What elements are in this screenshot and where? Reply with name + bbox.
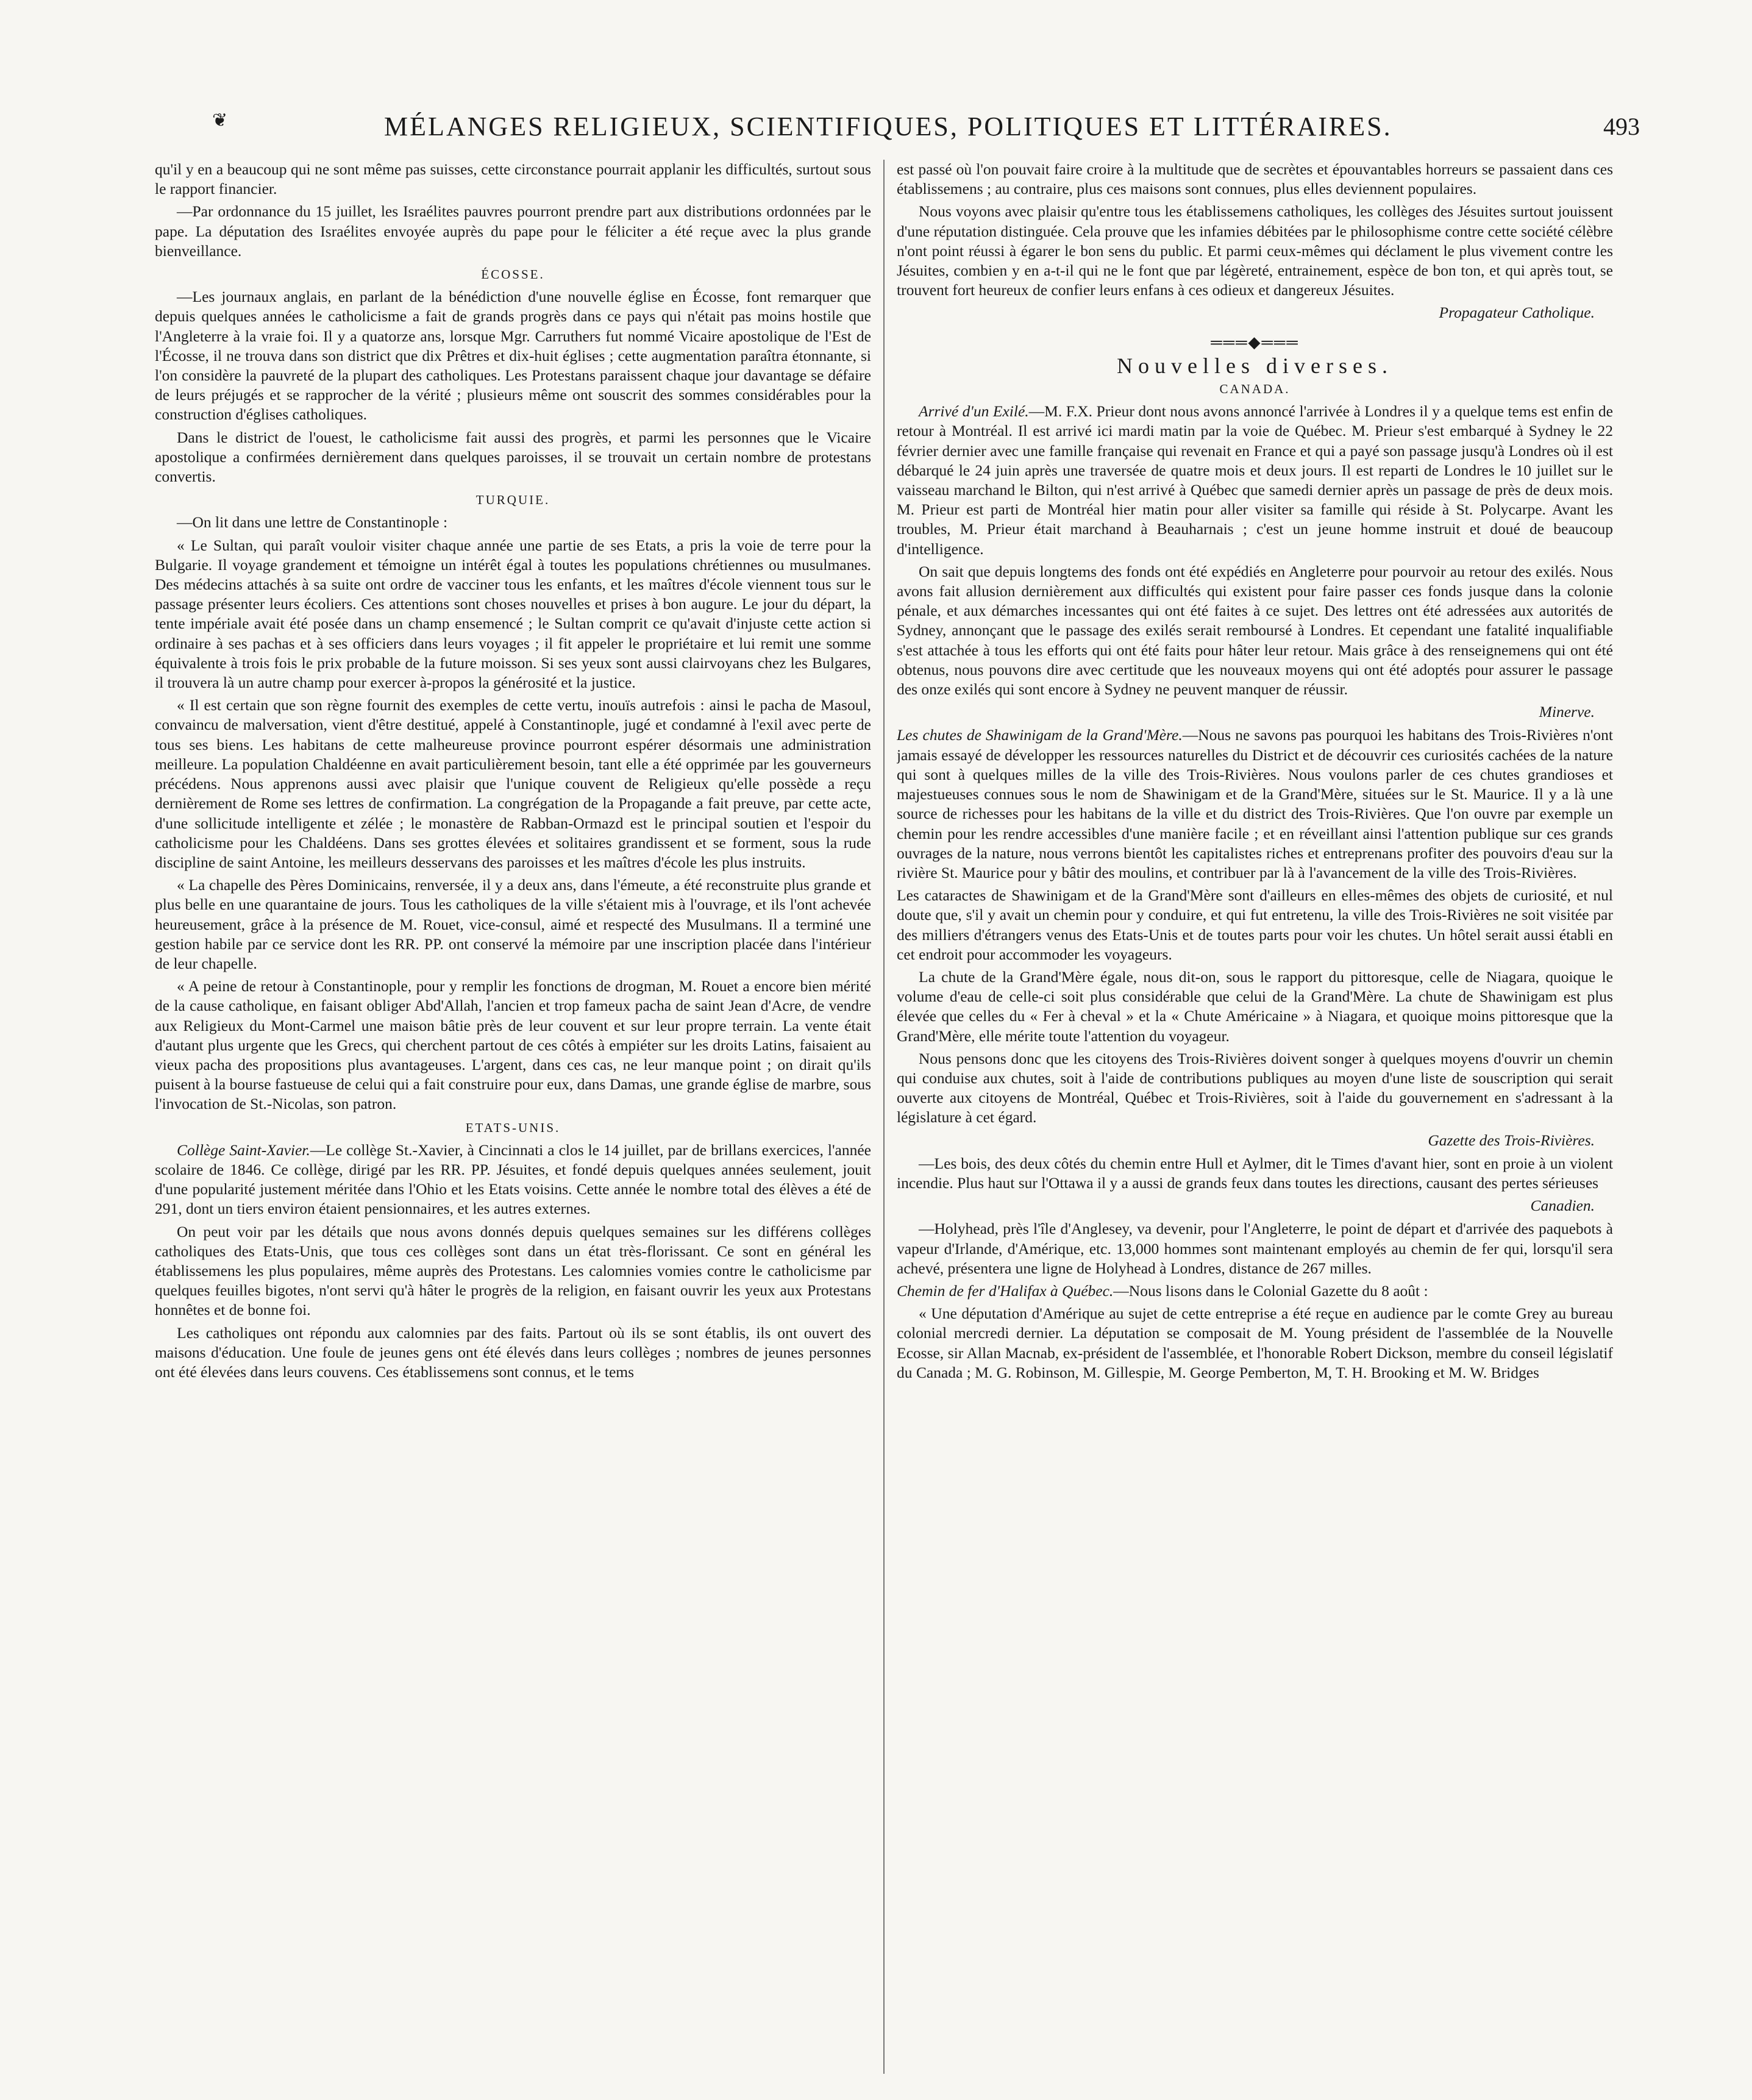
paragraph bbox=[897, 402, 1613, 559]
paragraph: On sait que depuis longtems des fonds ont été expédiés en Angleterre pour pourvoir au retour des exilés. Nous avons fait allusion dernièrement aux difficultés qui existent pour faire passer ces fonds jusque dans la colonie pénale, et aux démarches incessantes qui ont été faites à ce sujet. Des lettres ont été adressées aux autorités de Sydney, annonçant que le passage des exilés serait remboursé à Londres. Et cependant une fatalité inqualifiable s'est attachée à tous les efforts qui ont été faits pour hâter leur retour. Mais grâce à des renseignemens qui ont été obtenus, nous pouvons dire avec certitude que les nouveaux moyens qui ont été adoptés pour assurer le passage des onze exilés qui sont encore à Sydney ne peuvent manquer de réussir. bbox=[897, 562, 1613, 699]
source-signature: Minerve. bbox=[1539, 703, 1595, 721]
paragraph: « Il est certain que son règne fournit des exemples de cette vertu, inouïs autrefois : ainsi le pacha de Masoul, convaincu de malversation, vient d'être destitué, appelé à Constantinople, jugé et condamné à l'exil avec perte de tous ses biens. Les habitans de cette malheureuse province pourront espérer désormais une administration meilleure. La population Chaldéenne en avait particulièrement besoin, tant elle a été opprimée par les gouverneurs précédens. Nous apprenons aussi avec plaisir que l'unique couvent de Religieux qu'elle possède a reçu dernièrement de Rome ses lettres de confirmation. La congrégation de la Propagande a fait preuve, par cette acte, d'une sollicitude intelligente et zélée ; le monastère de Rabban-Ormazd est le principal soutien et l'espoir du catholicisme pour les Chaldéens. Dans ses grottes élevées et solitaires grandissent et se forment, sous la rude discipline de saint Antoine, les meilleurs desservans des paroisses et les maîtres d'école les plus instruits. bbox=[155, 696, 871, 871]
paragraph: qu'il y en a beaucoup qui ne sont même pas suisses, cette circonstance pourrait applanir les difficultés, surtout sous le rapport financier. bbox=[155, 160, 871, 198]
article-text: —Le collège St.-Xavier, à Cincinnati a clos le 14 juillet, par de brillans exercices, l'année scolaire de 1846. Ce collège, dirigé par les RR. PP. Jésuites, et fondé depuis quelques années seulement, jouit d'une popularité justement méritée dans l'Ohio et les Etats voisins. Cette année le nombre total des élèves a été de 291, dont un tiers environ étaient pensionnaires, et les autres externes. bbox=[155, 1141, 871, 1218]
article-lead: Collège Saint-Xavier. bbox=[177, 1141, 310, 1159]
article-text: —M. F.X. Prieur dont nous avons annoncé l'arrivée à Londres il y a quelque tems est enfin de retour à Montréal. Il est arrivé ici mardi matin par la voie de Québec. M. Prieur s'est embarqué à Sydney le 22 février dernier avec une famille française qui revenait en France et qui a payé son passage jusqu'à Londres où il est débarqué le 24 juin après une traversée de quatre mois et deux jours. Il est reparti de Londres le 10 juillet sur le vaisseau marchand le Bilton, qui n'est arrivé à Québec que samedi dernier après un passage de près de deux mois. M. Prieur est parti de Montréal hier matin pour aller visiter sa famille qui réside à St. Polycarpe. Avant les troubles, M. Prieur était marchand à Beauharnais ; c'est un jeune homme instruit et doué de beaucoup d'intelligence. bbox=[897, 402, 1613, 558]
section-heading-etats-unis: ETATS-UNIS. bbox=[465, 1120, 561, 1135]
paragraph: « Une députation d'Amérique au sujet de cette entreprise a été reçue en audience par le comte Grey au bureau colonial mercredi dernier. La députation se composait de M. Young président de l'assemblée de la Nouvelle Ecosse, sir Allan Macnab, ex-président de l'assemblée, et l'honorable Robert Dickson, membre du conseil législatif du Canada ; M. G. Robinson, M. Gillespie, M. George Pemberton, M, T. H. Brooking et M. W. Bridges bbox=[897, 1304, 1613, 1381]
article-lead: Arrivé d'un Exilé. bbox=[919, 402, 1029, 421]
page-number: 493 bbox=[1603, 112, 1640, 140]
paragraph: « Le Sultan, qui paraît vouloir visiter chaque année une partie de ses Etats, a pris la voie de terre pour la Bulgarie. Il voyage grandement et témoigne un intérêt égal à toutes les populations chrétiennes ou musulmanes. Des médecins attachés à sa suite ont ordre de vacciner tous les enfants, et les maîtres d'école viennent tous sur le passage présenter leurs écoliers. Ces attentions sont choses nouvelles et prises à bon augure. Le jour du départ, la tente impériale avait été posée dans un champ ensemencé ; le Sultan comprit ce qu'avait d'injuste cette action si ordinaire à ses pachas et à ses officiers dans leurs voyages ; il fit appeler le propriétaire et lui remit une somme équivalente à trois fois le prix probable de la future moisson. Si ses yeux sont aussi clairvoyans chez les Bulgares, il trouvera là un autre champ pour exercer à-propos la générosité et la justice. bbox=[155, 536, 871, 692]
paragraph: « La chapelle des Pères Dominicains, renversée, il y a deux ans, dans l'émeute, a été reconstruite plus grande et plus belle en une quarantaine de jours. Tous les catholiques de la ville s'étaient mis à l'ouvrage, et ils l'ont achevée heureusement, grâce à la présence de M. Rouet, vice-consul, aimé et respecté des Musulmans. Il a terminé une gestion habile par ce service dont les RR. PP. ont conservé la mémoire par une inscription placée dans l'intérieur de leur chapelle. bbox=[155, 876, 871, 972]
paragraph bbox=[897, 1281, 1613, 1301]
paragraph: Nous pensons donc que les citoyens des Trois-Rivières doivent songer à quelques moyens d'ouvrir un chemin qui conduise aux chutes, soit à l'aide de contributions publiques au moyen d'une liste de souscription qui serait ouverte aux citoyens de Montréal, Québec et Trois-Rivières, soit à l'aide du gouvernement en s'adressant à la législature à cet égard. bbox=[897, 1049, 1613, 1127]
paragraph: On peut voir par les détails que nous avons donnés depuis quelques semaines sur les différens collèges catholiques des Etats-Unis, que tous ces collèges sont dans un état très-florissant. Ce sont en général les établissemens les plus populaires, même auprès des Protestans. Les calomnies vomies contre le catholicisme par quelques feuilles bigotes, n'ont servi qu'à hâter le progrès de la religion, en faisant ouvrir les yeux aux Protestans honnêtes et de bonne foi. bbox=[155, 1222, 871, 1319]
source-signature: Propagateur Catholique. bbox=[1439, 304, 1595, 322]
article-lead: Les chutes de Shawinigam de la Grand'Mère. bbox=[897, 726, 1183, 744]
section-heading-canada: CANADA. bbox=[1219, 382, 1291, 397]
paragraph: « A peine de retour à Constantinople, pour y remplir les fonctions de drogman, M. Rouet a encore bien mérité de la cause catholique, en faisant obliger Abd'Allah, l'ancien et trop fameux pacha de saint Jean d'Acre, de vendre aux Religieux du Mont-Carmel une maison bâtie près de leur couvent et sur leur propre terrain. La vente était d'autant plus urgente que les Grecs, qui cherchent partout de ces côtés à empiéter sur les droits Latins, faisaient au vieux pacha des propositions plus avantageuses. L'argent, dans ces cas, ne leur manque point ; on dirait qu'ils puisent à la bourse fastueuse de celui qui a fait construire pour eux, dans Damas, une grande église de marbre, sous l'invocation de St.-Nicolas, son patron. bbox=[155, 977, 871, 1113]
paragraph: La chute de la Grand'Mère égale, nous dit-on, sous le rapport du pittoresque, celle de Niagara, quoique le volume d'eau de celle-ci soit plus considérable que celui de la Grand'Mère. La chute de Shawinigam est plus élevée que celles du « Fer à cheval » et la « Chute Américaine » à Niagara, et quoique moins pittoresque que la Grand'Mère, elle mérite toute l'attention du voyageur. bbox=[897, 967, 1613, 1045]
paragraph: —Les journaux anglais, en parlant de la bénédiction d'une nouvelle église en Écosse, font remarquer que depuis quelques années le catholicisme a fait de grands progrès dans ce pays qui n'était pas moins hostile que l'Angleterre à la vraie foi. Il y a quatorze ans, lorsque Mgr. Carruthers fut nommé Vicaire apostolique de l'Est de l'Écosse, il ne trouva dans son district que dix Prêtres et dix-huit églises ; cette augmentation paraîtra étonnante, si l'on considère la pauvreté de la plupart des catholiques. Les Protestans paraissent chaque jour davantage se défaire de leurs préjugés et se rapprocher de la vérité ; plusieurs même ont souscrit des sommes considérables pour la construction d'églises catholiques. bbox=[155, 288, 871, 424]
paragraph: —Par ordonnance du 15 juillet, les Israélites pauvres pourront prendre part aux distributions ordonnées par le pape. La députation des Israélites envoyée auprès du pape pour le féliciter a été reçue avec la plus grande bienveillance. bbox=[155, 202, 871, 260]
paragraph: Les cataractes de Shawinigam et de la Grand'Mère sont d'ailleurs en elles-mêmes des objets de curiosité, et nul doute que, s'il y avait un chemin pour y conduire, et qui fut entretenu, la ville des Trois-Rivières ne soit visitée par des milliers d'étrangers venus des Etats-Unis et de toutes parts pour voir les chutes. Un hôtel serait aussi établi en cet endroit pour accommoder les voyageurs. bbox=[897, 886, 1613, 963]
left-column bbox=[155, 160, 871, 2074]
ornament-divider: ═══◆═══ bbox=[1211, 333, 1299, 351]
source-signature: Gazette des Trois-Rivières. bbox=[1428, 1131, 1595, 1149]
article-text: —Nous lisons dans le Colonial Gazette du 8 août : bbox=[1113, 1281, 1428, 1300]
section-heading-nouvelles: Nouvelles diverses. bbox=[1117, 353, 1393, 378]
section-heading-turquie: TURQUIE. bbox=[475, 493, 550, 508]
section-heading-ecosse: ÉCOSSE. bbox=[481, 267, 545, 282]
source-signature: Canadien. bbox=[1530, 1197, 1595, 1215]
paragraph: —Holyhead, près l'île d'Anglesey, va devenir, pour l'Angleterre, le point de départ et d'arrivée des paquebots à vapeur d'Irlande, d'Amérique, etc. 13,000 hommes sont maintenant employés au chemin de fer qui, lorsqu'il sera achevé, présentera une ligne de Holyhead à Londres, distance de 267 milles. bbox=[897, 1220, 1613, 1277]
page-header bbox=[201, 105, 1640, 148]
paragraph bbox=[155, 1141, 871, 1219]
paragraph bbox=[897, 725, 1613, 883]
right-column bbox=[897, 160, 1613, 2074]
paragraph: Les catholiques ont répondu aux calomnies par des faits. Partout où ils se sont établis, ils ont ouvert des maisons d'éducation. Une foule de jeunes gens ont été élevés dans leurs collèges ; nombres de jeunes personnes ont été élevées dans leurs couvens. Ces établissemens sont connus, et le tems bbox=[155, 1323, 871, 1381]
paragraph: Nous voyons avec plaisir qu'entre tous les établissemens catholiques, les collèges des Jésuites surtout jouissent d'une réputation distinguée. Cela prouve que les infamies débitées par le philosophisme contre cette société célèbre n'ont point réussi à égarer le bon sens du public. Et parmi ceux-mêmes qui déclament le plus vivement contre les Jésuites, combien y en a-t-il qui ne le font que par légèreté, entrainement, espèce de bon ton, et qui après tout, se trouvent fort heureux de confier leurs enfans à ces odieux et dangereux Jésuites. bbox=[897, 202, 1613, 299]
column-rule bbox=[883, 160, 885, 2074]
running-title: MÉLANGES RELIGIEUX, SCIENTIFIQUES, POLITIQUES ET LITTÉRAIRES. bbox=[384, 111, 1392, 141]
printer-mark: ❦ bbox=[212, 110, 228, 130]
article-lead: Chemin de fer d'Halifax à Québec. bbox=[897, 1281, 1114, 1300]
paragraph: —On lit dans une lettre de Constantinople : bbox=[177, 513, 448, 532]
paragraph: est passé où l'on pouvait faire croire à la multitude que de secrètes et épouvantables horreurs se passaient dans ces établissemens ; au contraire, plus ces maisons sont connues, plus elles deviennent populaires. bbox=[897, 160, 1613, 198]
paragraph: —Les bois, des deux côtés du chemin entre Hull et Aylmer, dit le Times d'avant hier, sont en proie à un violent incendie. Plus haut sur l'Ottawa il y a aussi de grands feux dans toutes les directions, causant des pertes sérieuses bbox=[897, 1154, 1613, 1192]
article-text: —Nous ne savons pas pourquoi les habitans des Trois-Rivières n'ont jamais essayé de développer les ressources naturelles du District et de découvrir ces curiosités cachées de la nature qui sont à quelques milles de la ville des Trois-Rivières. Nous voulons parler de ces chutes grandioses et majestueuses connues sous le nom de Shawinigam et de la Grand'Mère, situées sur le St. Maurice. Il y a là une source de richesses pour les habitans de la ville et du district des Trois-Rivières. Que l'on ouvre par exemple un chemin pour les rendre accessibles d'une manière facile ; et en réveillant ainsi l'attention publique sur ces grands ouvrages de la nature, nous verrons bientôt les capitalistes riches et entreprenans profiter des pouvoirs d'eau sur la rivière St. Maurice pour y bâtir des moulins, et contribuer par là à l'avancement de la ville des Trois-Rivières. bbox=[897, 726, 1613, 881]
paragraph: Dans le district de l'ouest, le catholicisme fait aussi des progrès, et parmi les personnes que le Vicaire apostolique a confirmées dernièrement dans quelques paroisses, il se trouvait un certain nombre de protestans convertis. bbox=[155, 428, 871, 486]
